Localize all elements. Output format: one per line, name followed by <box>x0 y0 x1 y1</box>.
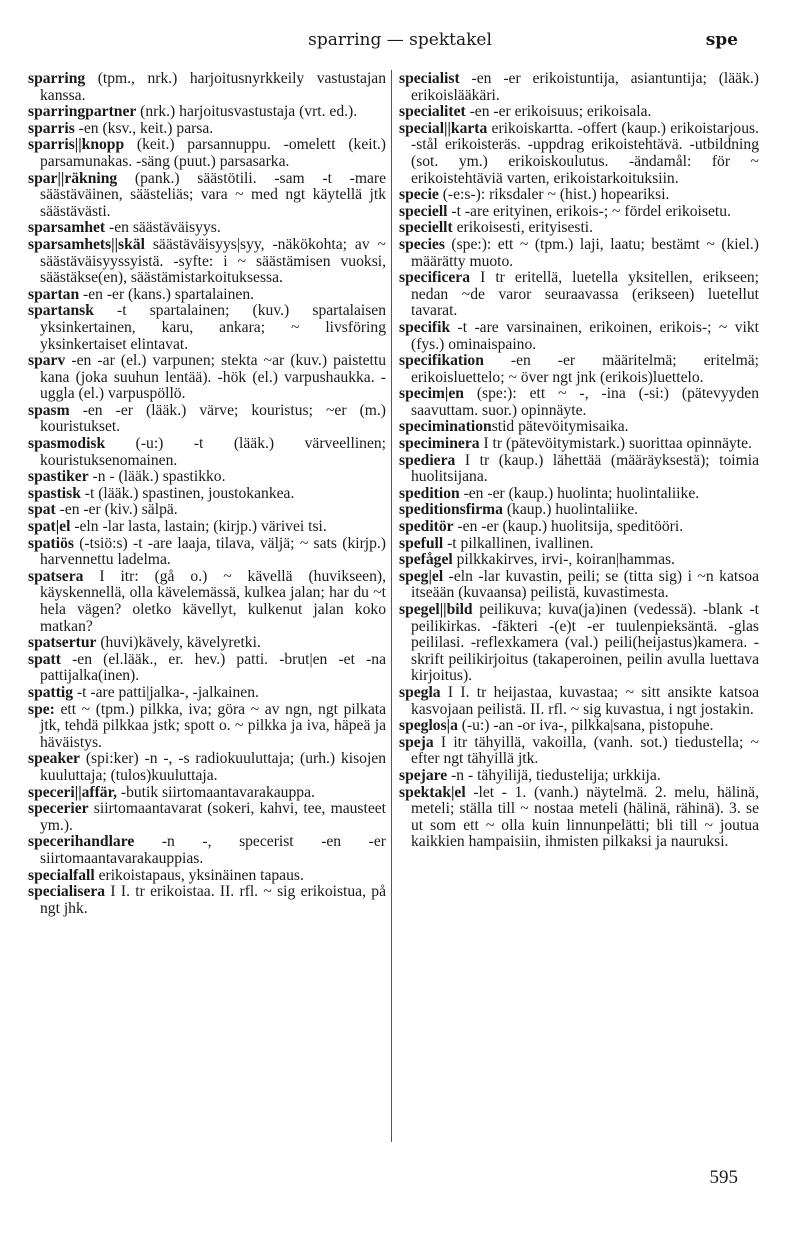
headword: specialitet <box>399 103 466 121</box>
dictionary-entry <box>399 602 759 685</box>
dictionary-entry <box>28 171 386 221</box>
headword: special||karta <box>399 119 488 137</box>
column-divider <box>391 70 392 1142</box>
dictionary-entry <box>28 220 386 237</box>
headword: specialfall <box>28 866 95 884</box>
headword: spartansk <box>28 302 94 320</box>
dictionary-entry <box>28 353 386 403</box>
dictionary-entry <box>399 552 759 569</box>
headword: spefågel <box>399 551 453 569</box>
headword: sparris||knopp <box>28 136 125 154</box>
definition: erikoisesti, erityisesti. <box>452 219 594 237</box>
dictionary-entry <box>399 237 759 270</box>
definition: (nrk.) harjoitusvastustaja (vrt. ed.). <box>136 103 358 121</box>
definition: pilkkakirves, irvi-, koiran|hammas. <box>452 551 675 569</box>
headword: specialisera <box>28 883 106 901</box>
dictionary-entry <box>28 287 386 304</box>
definition: I I. tr erikoistaa. II. rfl. ~ sig erikoistua, på ngt jhk. <box>40 883 386 917</box>
definition: -t -are varsinainen, erikoinen, erikois-; ~ vikt (fys.) ominaispaino. <box>411 318 759 353</box>
headword: sparringpartner <box>28 103 137 121</box>
headword: spatsertur <box>28 634 97 652</box>
headword: speglos|a <box>399 717 458 735</box>
definition: (tpm., nrk.) harjoitusnyrkkeily vastustajan kanssa. <box>40 70 386 104</box>
definition: (-u:) -t (lääk.) värveellinen; kouristuksenomainen. <box>40 435 386 469</box>
definition: -en -er erikoisuus; erikoisala. <box>465 103 652 121</box>
dictionary-entry <box>28 469 386 486</box>
headword: specim|en <box>399 385 464 403</box>
definition: -en -er (kiv.) sälpä. <box>55 501 178 519</box>
headword: spektak|el <box>399 783 466 801</box>
dictionary-entry <box>28 237 386 287</box>
dictionary-entry <box>399 436 759 453</box>
headword: specifik <box>399 318 451 336</box>
headword: specimination <box>399 418 492 436</box>
definition: (spi:ker) -n -, -s radiokuuluttaja; (urh.) kisojen kuuluttaja; (tulos)kuuluttaja. <box>40 750 386 784</box>
dictionary-entry <box>28 635 386 652</box>
definition: (-u:) -an -or iva-, pilkka|sana, pistopuhe. <box>457 717 714 735</box>
headword: spegel||bild <box>399 601 473 618</box>
dictionary-entry <box>399 735 759 768</box>
headword: sparris <box>28 119 75 137</box>
definition: ett ~ (tpm.) pilkka, iva; göra ~ av ngn, ngt pilkata jtk, tehdä pilkkaa jstk; spott o. ~ pilkka ja iva, häpeä ja häväistys. <box>40 700 386 751</box>
dictionary-entry <box>28 104 386 121</box>
headword: sparv <box>28 352 66 370</box>
dictionary-entry <box>28 536 386 569</box>
definition: -en (el.lääk., er. hev.) patti. -brut|en -et -na pattijalka(inen). <box>40 650 386 685</box>
dictionary-entry <box>28 137 386 170</box>
dictionary-entry <box>399 386 759 419</box>
definition: -en -ar (el.) varpunen; stekta ~ar (kuv.) paistettu kana (joka suuhun lentää). -hök (el.) varpushaukka. -uggla (el.) varpuspöllö. <box>40 352 386 403</box>
headword: specie <box>399 186 439 204</box>
definition: siirtomaantavarat (sokeri, kahvi, tee, mausteet ym.). <box>40 800 386 834</box>
running-header <box>0 30 800 60</box>
definition: I tr eritellä, luetella yksitellen, erikseen; nedan ~de varor seuraavassa (erikseen) luetellut tavarat. <box>411 269 759 320</box>
headword: spattig <box>28 683 74 701</box>
dictionary-entry <box>399 270 759 320</box>
headword: specerihandlare <box>28 833 135 851</box>
dictionary-entry <box>28 868 386 885</box>
dictionary-entry <box>399 768 759 785</box>
dictionary-entry <box>399 353 759 386</box>
definition: (-tsiö:s) -t -are laaja, tilava, väljä; ~ sats (kirjp.) harvennettu ladelma. <box>40 534 386 569</box>
headword: spastiker <box>28 468 89 486</box>
definition: -n - (lääk.) spastikko. <box>88 468 226 486</box>
definition: (spe:): ett ~ -, -ina (-si:) (pätevyyden saavuttam. suor.) opinnäyte. <box>411 385 759 419</box>
dictionary-entry <box>399 71 759 104</box>
dictionary-entry <box>28 519 386 536</box>
dictionary-entry <box>399 121 759 187</box>
page-number: 595 <box>709 1167 738 1188</box>
dictionary-entry <box>28 702 386 752</box>
dictionary-entry <box>28 502 386 519</box>
definition: -en -er (lääk.) värve; kouristus; ~er (m.) kouristukset. <box>40 401 386 436</box>
definition: I itr tähyillä, vakoilla, (vanh. sot.) tiedustella; ~ efter ngt tähyillä jtk. <box>411 733 759 768</box>
definition: erikoistapaus, yksinäinen tapaus. <box>94 866 304 884</box>
definition: (pank.) säästötili. -sam -t -mare säästäväinen, säästeliäs; vara ~ med ngt käytellä jtk säästävästi. <box>40 169 386 220</box>
headword: spartan <box>28 285 80 303</box>
dictionary-entry <box>28 403 386 436</box>
dictionary-entry <box>399 419 759 436</box>
dictionary-entry <box>28 652 386 685</box>
dictionary-entry <box>28 71 386 104</box>
definition: -en -er (kans.) spartalainen. <box>79 285 255 303</box>
dictionary-entry <box>28 436 386 469</box>
definition: (kaup.) huolintaliike. <box>502 501 639 519</box>
headword: speceri||affär, <box>28 783 117 801</box>
headword: spasm <box>28 401 70 419</box>
dictionary-entry <box>399 569 759 602</box>
headword: spejare <box>399 766 448 784</box>
definition: -t -are erityinen, erikois-; ~ fördel erikoisetu. <box>447 202 731 220</box>
definition: -t -are patti|jalka-, -jalkainen. <box>73 683 259 701</box>
dictionary-entry <box>399 502 759 519</box>
dictionary-entry <box>28 569 386 635</box>
dictionary-entry <box>28 785 386 802</box>
dictionary-entry <box>399 685 759 718</box>
left-column <box>28 71 386 917</box>
definition: (huvi)kävely, kävelyretki. <box>96 634 261 652</box>
definition: (-e:s-): riksdaler ~ (hist.) hopeariksi. <box>438 186 670 204</box>
dictionary-entry <box>399 187 759 204</box>
headword: specialist <box>399 70 460 87</box>
definition: erikoiskartta. -offert (kaup.) erikoistarjous. -stål erikoisteräs. -uppdrag erikoistehtävä. -utbildning (sot. ym.) erikoiskoulutus. -ändamål: för ~ erikoistehtäviä varten, erikoistarkoituksiin. <box>411 119 759 187</box>
definition: -en (ksv., keit.) parsa. <box>74 119 214 137</box>
definition: -n -, specerist -en -er siirtomaantavarakauppias. <box>40 833 386 867</box>
dictionary-entry <box>399 453 759 486</box>
dictionary-entry <box>399 204 759 221</box>
definition: -en -er määritelmä; eritelmä; erikoisluettelo; ~ över ngt jnk (erikois)luettelo. <box>411 352 759 386</box>
running-title: sparring — spektakel <box>308 30 492 50</box>
headword: sparring <box>28 70 86 87</box>
headword: spastisk <box>28 484 81 502</box>
headword: specerier <box>28 800 89 818</box>
headword: speciell <box>399 202 448 220</box>
definition: I itr: (gå o.) ~ kävellä (huvikseen), käyskennellä, olla kävelemässä, kulkea jalan; har du ~t hela vägen? oletko kävellyt, kulkenut jalan koko matkan? <box>40 567 386 635</box>
dictionary-entry <box>399 536 759 553</box>
headword: spat <box>28 501 56 519</box>
dictionary-entry <box>399 785 759 851</box>
definition: -eln -lar kuvastin, peili; se (titta sig) i ~n katsoa itseään (kuvaansa) peilistä, kuvastimesta. <box>411 567 759 602</box>
dictionary-entry <box>28 303 386 353</box>
headword: speditör <box>399 518 454 536</box>
definition: -let - 1. (vanh.) näytelmä. 2. melu, hälinä, meteli; ställa till ~ nostaa meteli (hälinä, rähinä). 3. se ut som ett ~ olla kuin linnunpelätti; bli till ~ joutua kaikkien hampaisiin, ihmisten pilkaksi ja nauruksi. <box>411 783 759 851</box>
definition: (spe:): ett ~ (tpm.) laji, laatu; bestämt ~ (kiel.) määrätty muoto. <box>411 235 759 270</box>
headword: spatt <box>28 650 61 668</box>
dictionary-entry <box>28 884 386 917</box>
dictionary-entry <box>28 486 386 503</box>
headword: sparsamhet <box>28 219 106 237</box>
definition: peilikuva; kuva(ja)inen (vedessä). -blank -t peilikirkas. -fäkteri -(e)t -er tuulenpieksäntä. -glas peililasi. -reflexkamera (val.) peili(heijastus)kamera. -skrift peilikirjoitus (takaperoinen, peilin avulla luettava kirjoitus). <box>411 601 759 685</box>
headword: spefull <box>399 534 444 552</box>
headword: speaker <box>28 750 80 768</box>
definition: I I. tr heijastaa, kuvastaa; ~ sitt ansikte katsoa kasvojaan peilistä. II. rfl. ~ sig kuvastua, i ngt jostakin. <box>411 683 759 718</box>
definition: -en -er (kaup.) huolinta; huolintaliike. <box>459 484 700 502</box>
headword: spediera <box>399 451 456 469</box>
dictionary-entry <box>399 220 759 237</box>
headword: specifikation <box>399 352 484 370</box>
definition: -en -er erikoistuntija, asiantuntija; (lääk.) erikoislääkäri. <box>411 70 759 104</box>
headword: spedition <box>399 484 460 502</box>
headword: species <box>399 235 445 253</box>
headword: spatiös <box>28 534 74 552</box>
dictionary-entry <box>399 486 759 503</box>
dictionary-entry <box>28 121 386 138</box>
dictionary-entry <box>399 519 759 536</box>
headword: speditionsfirma <box>399 501 503 519</box>
headword: speja <box>399 733 434 751</box>
definition: -n - tähyilijä, tiedustelija; urkkija. <box>447 766 661 784</box>
definition: -t (lääk.) spastinen, joustokankea. <box>80 484 295 502</box>
dictionary-entry <box>28 685 386 702</box>
definition: -t pilkallinen, ivallinen. <box>443 534 594 552</box>
headword: spar||räkning <box>28 169 118 187</box>
dictionary-entry <box>28 834 386 867</box>
headword: specificera <box>399 269 471 287</box>
headword: speg|el <box>399 567 444 585</box>
definition: -t spartalainen; (kuv.) spartalaisen yksinkertainen, karu, ankara; ~ livsföring yksinkertaiset elintavat. <box>40 302 386 353</box>
definition: (keit.) parsannuppu. -omelett (keit.) parsamunakas. -säng (puut.) parsasarka. <box>40 136 386 170</box>
headword: spe: <box>28 700 55 718</box>
dictionary-entry <box>399 320 759 353</box>
headword: speciminera <box>399 435 480 453</box>
headword: sparsamhets||skäl <box>28 235 145 253</box>
headword: spatsera <box>28 567 84 585</box>
definition: I tr (kaup.) lähettää (määräyksestä); toimia huolitsijana. <box>411 451 759 486</box>
headword: spat|el <box>28 518 71 536</box>
definition: -en säästäväisyys. <box>105 219 221 237</box>
dictionary-entry <box>399 718 759 735</box>
headword: spegla <box>399 683 441 701</box>
headword: speciellt <box>399 219 453 237</box>
headword: spasmodisk <box>28 435 106 453</box>
guide-word: spe <box>705 30 738 50</box>
definition: -eln -lar lasta, lastain; (kirjp.) värivei tsi. <box>70 518 327 536</box>
definition: -en -er (kaup.) huolitsija, speditööri. <box>453 518 684 536</box>
definition: säästäväisyys|syy, -näkökohta; av ~ säästäväisyyssyistä. -syfte: i ~ säästämisen vuoksi, säästäkse(en), säästämistarkoituksessa. <box>40 235 386 287</box>
definition: stid pätevöitymisaika. <box>491 418 629 436</box>
dictionary-entry <box>399 104 759 121</box>
dictionary-entry <box>28 801 386 834</box>
definition: -butik siirtomaantavarakauppa. <box>117 783 315 801</box>
dictionary-entry <box>28 751 386 784</box>
definition: I tr (pätevöitymistark.) suorittaa opinnäyte. <box>479 435 752 453</box>
right-column <box>399 71 759 851</box>
